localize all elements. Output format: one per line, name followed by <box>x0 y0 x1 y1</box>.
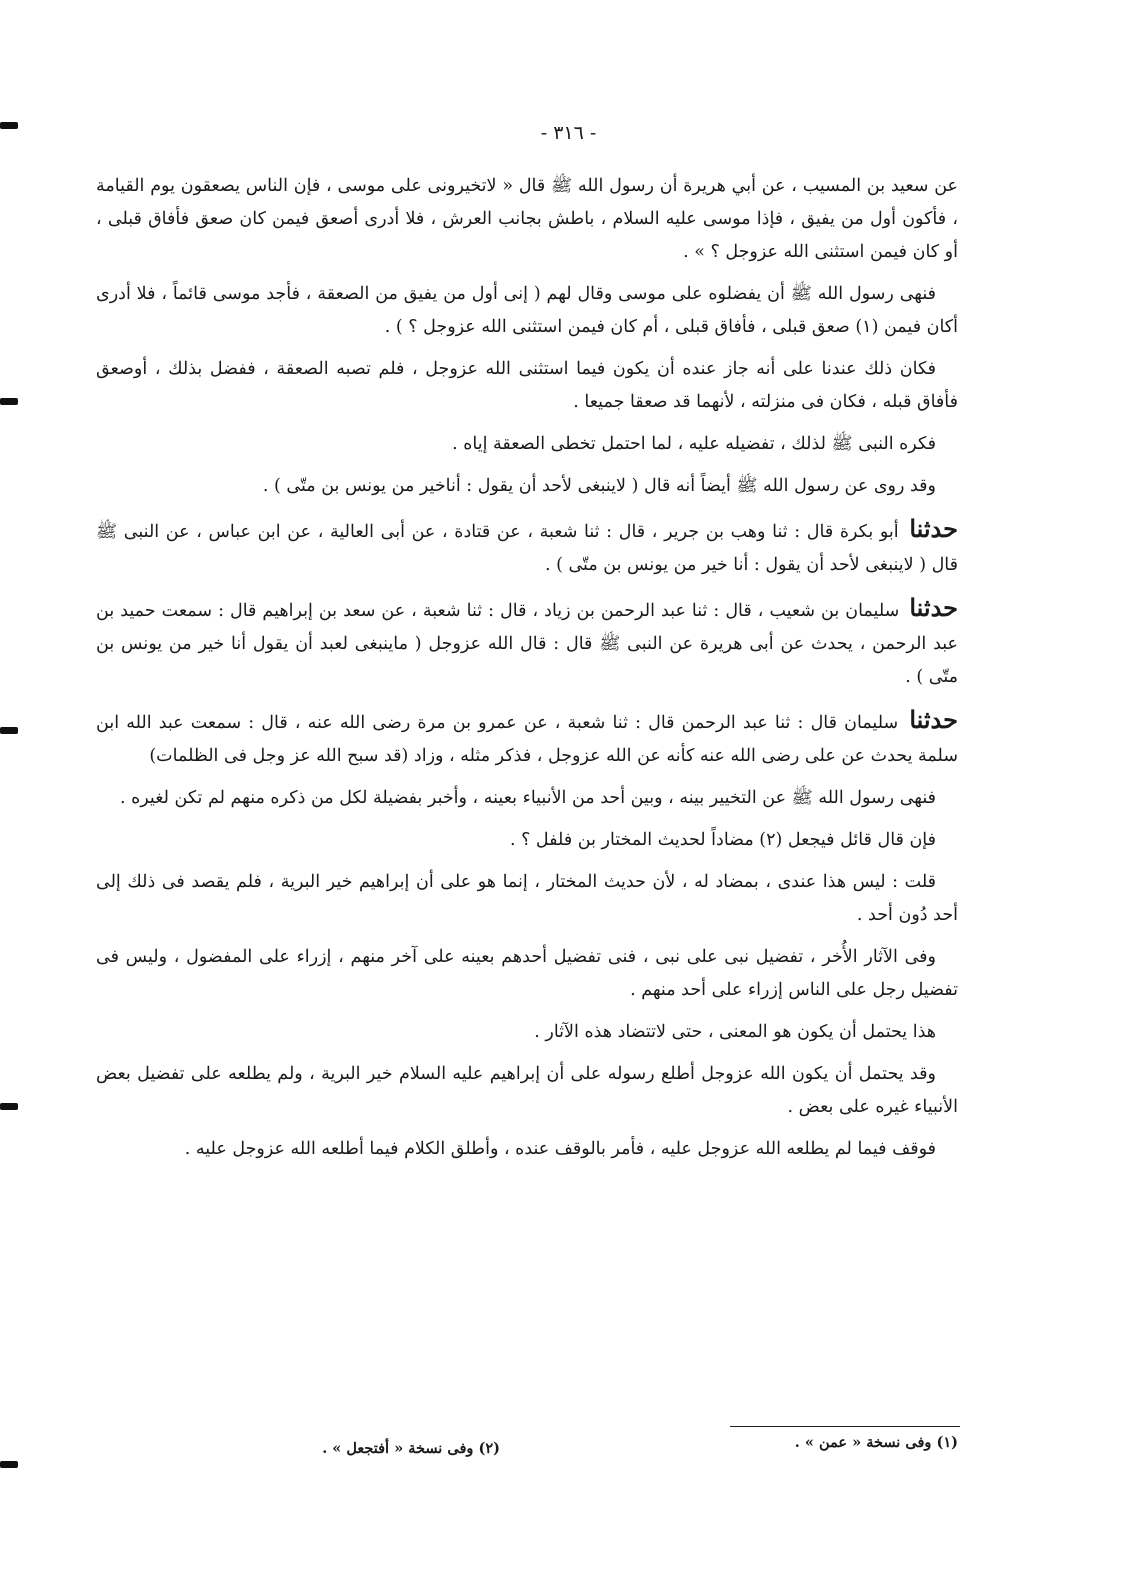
footnote-1: (١) وفى نسخة « عمن » . <box>794 1434 958 1451</box>
paragraph-text: فإن قال قائل فيجعل (٢) مضاداً لحديث المختار بن فلفل ؟ . <box>509 830 936 850</box>
scan-edge-mark <box>0 398 18 405</box>
paragraph <box>96 1058 958 1124</box>
paragraph <box>96 824 958 857</box>
footnote-2: (٢) وفى نسخة « أفتجعل » . <box>322 1440 500 1457</box>
paragraph-text: فوقف فيما لم يطلعه الله عزوجل عليه ، فأمر بالوقف عنده ، وأطلق الكلام فيما أطلعه الله عزوجل عليه . <box>184 1139 936 1159</box>
paragraph <box>96 866 958 932</box>
haddathana-heading: حدثنا <box>909 593 958 622</box>
paragraph <box>96 170 958 269</box>
hadith-chain <box>96 703 958 773</box>
paragraph <box>96 470 958 503</box>
scan-edge-mark <box>0 1461 18 1468</box>
paragraph-text: وفى الآثار الأُخر ، تفضيل نبى على نبى ، فنى تفضيل أحدهم بعينه على آخر منهم ، إزراء على المفضول ، وليس فى تفضيل رجل على الناس إزراء على أحد منهم . <box>96 947 958 1000</box>
paragraph-text: سليمان بن شعيب ، قال : ثنا عبد الرحمن بن زياد ، قال : ثنا شعبة ، عن سعد بن إبراهيم قال : سمعت حميد بن عبد الرحمن ، يحدث عن أبى هريرة عن النبى ﷺ قال : قال الله عزوجل ( ماينبغى لعبد أن يقول أنا خير من يونس بن متّى ) . <box>96 601 958 687</box>
paragraph-text: فكان ذلك عندنا على أنه جاز عنده أن يكون فيما استثنى الله عزوجل ، فلم تصبه الصعقة ، ففضل بذلك ، أوصعق فأفاق قبله ، فكان فى منزلته ، لأنهما قد صعقا جميعا . <box>96 359 958 412</box>
haddathana-heading: حدثنا <box>909 514 958 543</box>
main-text <box>96 170 958 1175</box>
scan-edge-mark <box>0 727 18 734</box>
paragraph <box>96 782 958 815</box>
paragraph-text: هذا يحتمل أن يكون هو المعنى ، حتى لاتتضاد هذه الآثار . <box>534 1022 936 1042</box>
paragraph <box>96 278 958 344</box>
footnote-divider <box>730 1426 960 1427</box>
paragraph <box>96 353 958 419</box>
page-number: - ٣١٦ - <box>540 122 597 144</box>
paragraph <box>96 1133 958 1166</box>
paragraph-text: قلت : ليس هذا عندى ، بمضاد له ، لأن حديث المختار ، إنما هو على أن إبراهيم خير البرية ، فلم يقصد فى ذلك إلى أحد دُون أحد . <box>96 872 958 925</box>
paragraph-text: عن سعيد بن المسيب ، عن أبي هريرة أن رسول الله ﷺ قال « لاتخيرونى على موسى ، فإن الناس يصعقون يوم القيامة ، فأكون أول من يفيق ، فإذا موسى عليه السلام ، باطش بجانب العرش ، فلا أدرى أصعق فيمن كان صعق فأفاق قبلى ، أو كان فيمن استثنى الله عزوجل ؟ » . <box>96 176 958 262</box>
paragraph-text: أبو بكرة قال : ثنا وهب بن جرير ، قال : ثنا شعبة ، عن قتادة ، عن أبى العالية ، عن ابن عباس ، عن النبى ﷺ قال ( لاينبغى لأحد أن يقول : أنا خير من يونس بن متّى ) . <box>96 522 958 575</box>
hadith-chain <box>96 591 958 694</box>
paragraph <box>96 428 958 461</box>
paragraph <box>96 941 958 1007</box>
hadith-chain <box>96 512 958 582</box>
paragraph-text: وقد يحتمل أن يكون الله عزوجل أطلع رسوله على أن إبراهيم عليه السلام خير البرية ، ولم يطلعه على تفضيل بعض الأنبياء غيره على بعض . <box>96 1064 958 1117</box>
paragraph-text: فنهى رسول الله ﷺ أن يفضلوه على موسى وقال لهم ( إنى أول من يفيق من الصعقة ، فأجد موسى قائماً ، فلا أدرى أكان فيمن (١) صعق قبلى ، فأفاق قبلى ، أم كان فيمن استثنى الله عزوجل ؟ ) . <box>96 284 958 337</box>
haddathana-heading: حدثنا <box>909 705 958 734</box>
paragraph-text: فكره النبى ﷺ لذلك ، تفضيله عليه ، لما احتمل تخطى الصعقة إياه . <box>452 434 936 454</box>
paragraph-text: وقد روى عن رسول الله ﷺ أيضاً أنه قال ( لاينبغى لأحد أن يقول : أناخير من يونس بن متّى ) . <box>262 476 936 496</box>
scan-edge-mark <box>0 1103 18 1110</box>
paragraph-text: فنهى رسول الله ﷺ عن التخيير بينه ، وبين أحد من الأنبياء بعينه ، وأخبر بفضيلة لكل من ذكره منهم لم تكن لغيره . <box>119 788 936 808</box>
paragraph-text: سليمان قال : ثنا عبد الرحمن قال : ثنا شعبة ، عن عمرو بن مرة رضى الله عنه ، قال : سمعت عبد الله ابن سلمة يحدث عن على رضى الله عنه كأنه عن الله عزوجل ، فذكر مثله ، وزاد (قد سبح الله عز وجل فى الظلمات) <box>96 713 958 766</box>
paragraph <box>96 1016 958 1049</box>
